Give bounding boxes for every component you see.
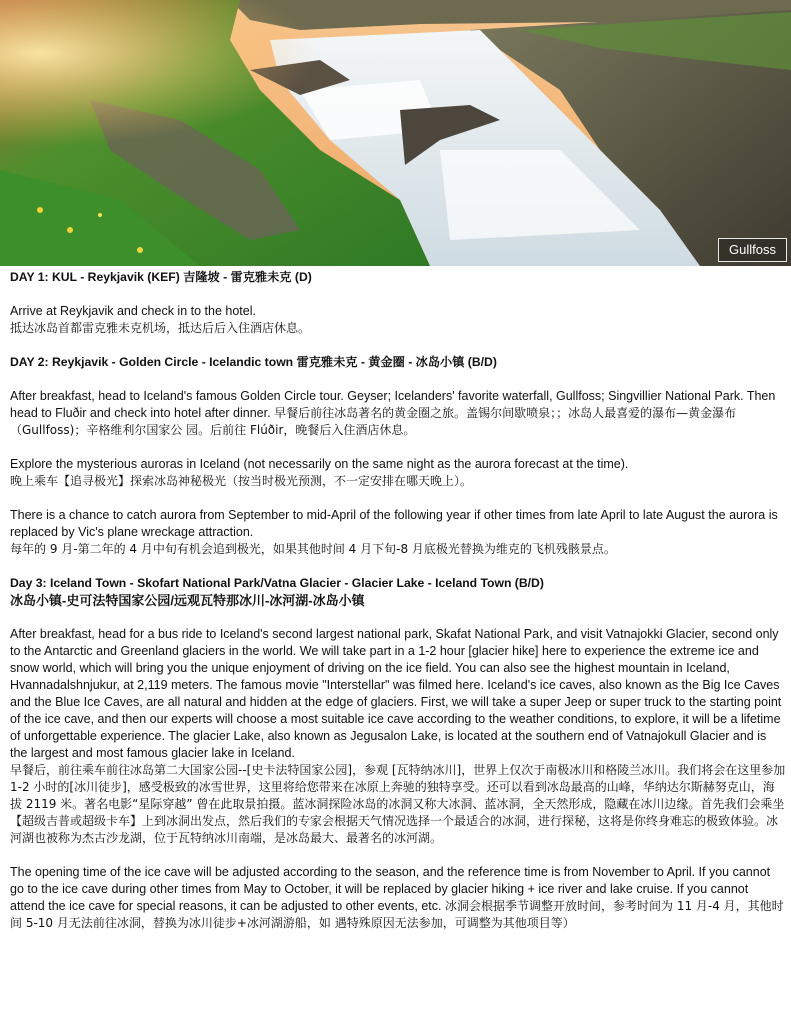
day3-p2 bbox=[10, 864, 786, 932]
day3-p1-en: After breakfast, head for a bus ride to Iceland's second largest national park, Skafat National Park, and visit Vatnajokki Glacier, second only to the Antarctic and Greenland glaciers in the world. We will take part in a 1-2 hour [glacier hike] here to experience the extreme ice and snow world, which will bring you the unique enjoyment of driving on the ice field. You can also see the highest mountain in Iceland, Hvannadalshnjukur, at 2,119 meters. The famous movie "Interstellar" was filmed here. Iceland's ice caves, also known as the Big Ice Caves and the Blue Ice Caves, are all natural and hidden at the edge of glaciers. First, we will take a super Jeep or super truck to the starting point of the ice cave, and then our experts will choose a most suitable ice cave according to the weather conditions, to explore, it will be a lifetime of unforgettable experience. The glacier Lake, also known as Jegusalon Lake, is located at the southern end of Vatnajokull Glacier and is the largest and most famous glacier lake in Iceland. bbox=[10, 627, 782, 760]
day2-p2-en: Explore the mysterious auroras in Iceland (not necessarily on the same night as the aurora forecast at the time). bbox=[10, 457, 629, 471]
day2-p3-en: There is a chance to catch aurora from September to mid-April of the following year if other times from late April to late August the aurora is replaced by Vic's plane wreckage attraction. bbox=[10, 508, 778, 539]
day2-p1-en: After breakfast, head to Iceland's famous Golden Circle tour. Geyser; Icelanders' favorite waterfall, Gullfoss; Singvillier National Park. Then head to Fluðir and check into hotel after dinner. bbox=[10, 389, 776, 420]
day2-title: DAY 2: Reykjavik - Golden Circle - Icelandic town 雷克雅未克 - 黄金圈 - 冰岛小镇 (B/D) bbox=[10, 355, 497, 369]
day2-p1 bbox=[10, 388, 786, 439]
photo-caption: Gullfoss bbox=[718, 238, 787, 262]
day1-text-cn: 抵达冰岛首都雷克雅未克机场，抵达后后入住酒店休息。 bbox=[10, 321, 311, 335]
hero-image bbox=[0, 0, 791, 266]
day3-p2-en: The opening time of the ice cave will be adjusted according to the season, and the reference time is from November to April. If you cannot go to the ice cave during other times from May to October, it will be replaced by glacier hiking + ice river and lake cruise. If you cannot attend the ice cave for special reasons, it can be adjusted to other events, etc. bbox=[10, 865, 771, 913]
itinerary bbox=[10, 266, 786, 932]
day2-p2-cn: 晚上乘车【追寻极光】探索冰岛神秘极光（按当时极光预测，不一定安排在哪天晚上）。 bbox=[10, 474, 473, 488]
day2-p1-cn: 早餐后前往冰岛著名的黄金圈之旅。盖锡尔间歇喷泉；；冰岛人最喜爱的瀑布—黄金瀑布（Gullfoss)；辛格维利尔国家公 园。后前往 Flúðir，晚餐后入住酒店休息。 bbox=[10, 406, 737, 437]
day2-p3-cn: 每年的 9 月-第二年的 4 月中旬有机会追到极光，如果其他时间 4 月下旬-8 月底极光替换为维克的飞机残骸景点。 bbox=[10, 542, 616, 556]
day1-text-en: Arrive at Reykjavik and check in to the hotel. bbox=[10, 304, 256, 318]
day3-p1-cn: 早餐后，前往乘车前往冰岛第二大国家公园--[史卡法特国家公园]，参观 [瓦特纳冰川]，世界上仅次于南极冰川和格陵兰冰川。我们将会在这里参加 1-2 小时的[冰川徒步]，感受极致的冰雪世界，这里将给您带来在冰原上奔驰的独特享受。还可以看到冰岛最高的山峰，华纳达尔斯赫努克山，海拔 2119 米。著名电影“星际穿越” 曾在此取景拍摄。蓝冰洞探险冰岛的冰洞又称大冰洞、蓝冰洞，全天然形成，隐藏在冰川边缘。首先我们会乘坐【超级吉普或超级卡车】上到冰洞出发点，然后我们的专家会根据天气情况选择一个最适合的冰洞，进行探秘，这将是你终身难忘的极致体验。冰河湖也被称为杰古沙龙湖，位于瓦特纳冰川南端，是冰岛最大、最著名的冰河湖。 bbox=[10, 763, 786, 845]
day3-title: Day 3: Iceland Town - Skofart National Park/Vatna Glacier - Glacier Lake - Iceland Town (B/D) bbox=[10, 576, 544, 590]
gullfoss-photo bbox=[0, 0, 791, 266]
day1-title: DAY 1: KUL - Reykjavik (KEF) 吉隆坡 - 雷克雅未克 (D) bbox=[10, 270, 312, 284]
day3-p2-cn: 冰洞会根据季节调整开放时间，参考时间为 11 月-4 月，其他时间 5-10 月无法前往冰洞，替换为冰川徒步+冰河湖游船，如 遇特殊原因无法参加，可调整为其他项目等） bbox=[10, 899, 784, 930]
day3-title-cn: 冰岛小镇-史可法特国家公园/远观瓦特那冰川-冰河湖-冰岛小镇 bbox=[10, 593, 365, 608]
